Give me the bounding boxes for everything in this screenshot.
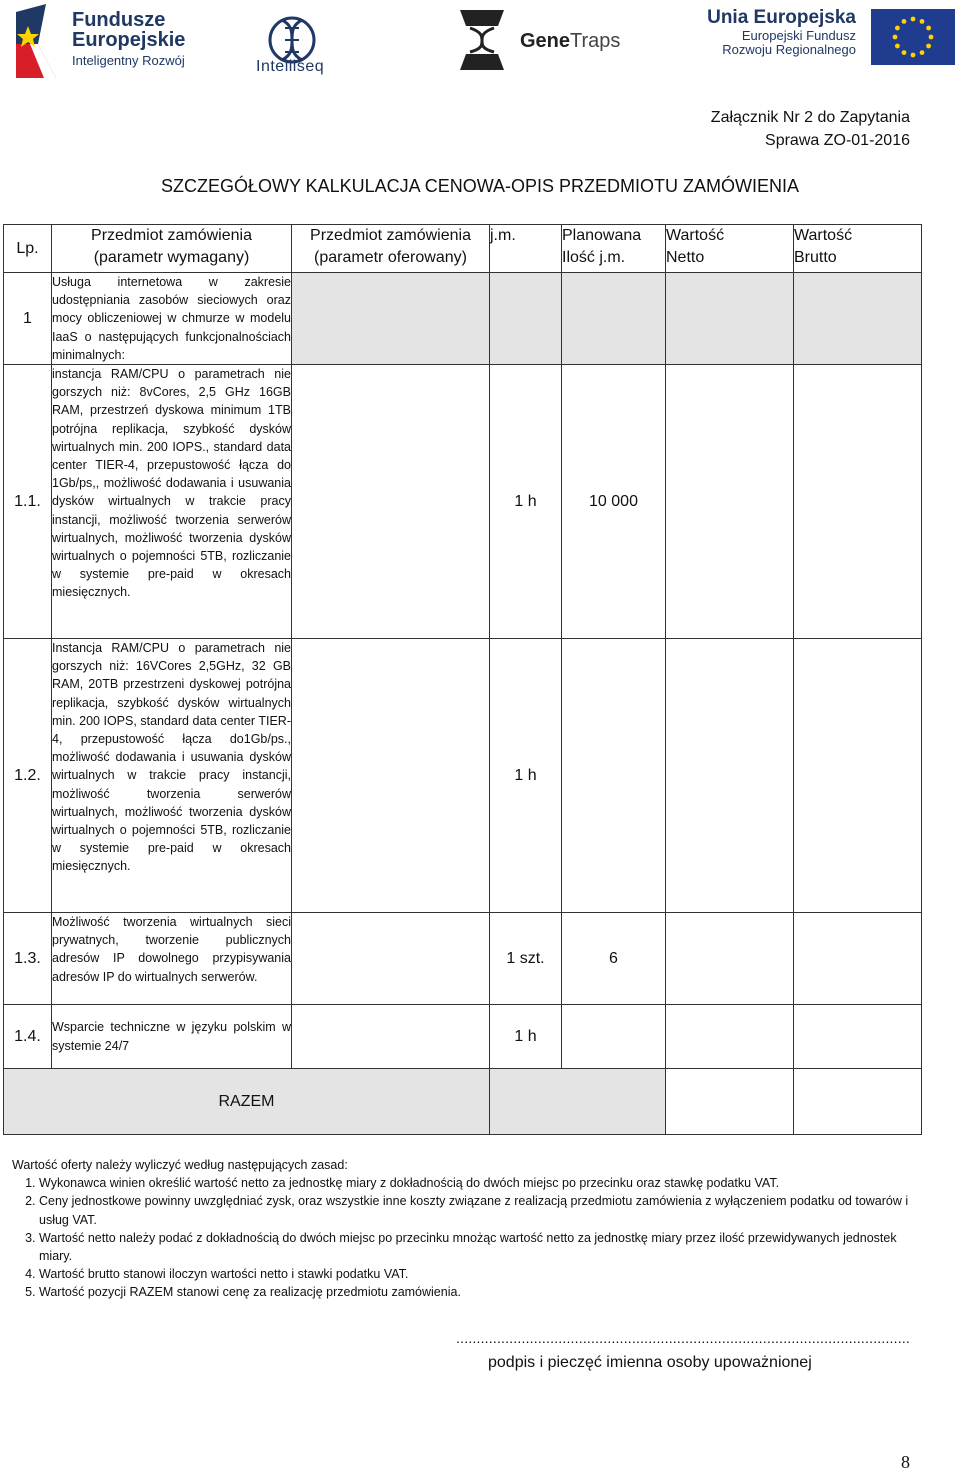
eu-star-icon <box>920 50 925 55</box>
row-lp: 1.2. <box>4 639 52 913</box>
document-title: SZCZEGÓŁOWY KALKULACJA CENOWA-OPIS PRZEDMIOTU ZAMÓWIENIA <box>160 176 800 196</box>
header-quantity-line1: Planowana <box>562 227 642 244</box>
row-gross-cell[interactable] <box>794 1005 922 1069</box>
table-header-row <box>4 225 922 273</box>
header-net-line1: Wartość <box>666 227 725 244</box>
total-label: RAZEM <box>4 1069 490 1135</box>
eu-star-icon <box>895 44 900 49</box>
eu-star-icon <box>895 26 900 31</box>
eu-star-icon <box>911 17 916 22</box>
total-row <box>4 1069 922 1135</box>
signature-label: podpis i pieczęć imienna osoby upoważnionej <box>488 1354 812 1371</box>
row-gross-cell <box>794 273 922 365</box>
header-net-value <box>666 225 794 273</box>
eu-star-icon <box>911 53 916 58</box>
row-gross-cell[interactable] <box>794 913 922 1005</box>
row-jm <box>490 273 562 365</box>
row-jm: 1 szt. <box>490 913 562 1005</box>
row-jm: 1 h <box>490 639 562 913</box>
row-description: Usługa internetowa w zakresie udostępniania zasobów sieciowych oraz mocy obliczeniowej w chmurze w modelu IaaS o następujących funkcjonalnościach minimalnych: <box>52 273 292 365</box>
pricing-rules <box>12 1156 912 1302</box>
row-lp: 1 <box>4 273 52 365</box>
header-required-line1: Przedmiot zamówienia <box>91 227 252 244</box>
rules-list <box>12 1174 912 1301</box>
eu-star-icon <box>929 35 934 40</box>
ue-subtitle-1: Europejski Fundusz <box>741 27 856 43</box>
row-net-cell[interactable] <box>666 639 794 913</box>
logo-bar <box>0 0 960 90</box>
rule-item: 2. Ceny jednostkowe powinny uwzględniać zysk, oraz wszystkie inne koszty związane z realizacją przedmiotu zamówienia z wyłączeniem podatku od towarów i usług VAT. <box>39 1192 912 1228</box>
annex-reference <box>711 106 910 152</box>
eu-star-icon <box>920 19 925 24</box>
row-net-cell[interactable] <box>666 365 794 639</box>
row-description: Wsparcie techniczne w języku polskim w systemie 24/7 <box>52 1005 292 1069</box>
row-offered-cell[interactable] <box>292 1005 490 1069</box>
rule-item: 5. Wartość pozycji RAZEM stanowi cenę za realizację przedmiotu zamówienia. <box>39 1283 912 1301</box>
row-description: Instancja RAM/CPU o parametrach nie gorszych niż: 16VCores 2,5GHz, 32 GB RAM, 20TB przestrzeni dyskowej potrójna replikacja, szybkość dysków wirtualnych min. 200 IOPS, standard data center TIER-4, przepustowość łącza do1Gb/ps., możliwość dodawania i usuwania dysków wirtualnych w trakcie pracy instancji, możliwość tworzenia serwerów wirtualnych, możliwość tworzenia dysków wirtualnych o pojemności 5TB, rozliczanie w systemie pre-paid w okresach miesięcznych. <box>52 639 292 913</box>
header-offered-line1: Przedmiot zamówienia <box>310 227 471 244</box>
table-row <box>4 913 922 1005</box>
row-net-cell[interactable] <box>666 1005 794 1069</box>
price-calculation-table <box>3 224 922 1135</box>
row-offered-cell <box>292 273 490 365</box>
row-lp: 1.1. <box>4 365 52 639</box>
table-row <box>4 1005 922 1069</box>
dna-trap-icon <box>454 4 510 76</box>
header-net-line2: Netto <box>666 249 705 266</box>
rule-item: 4. Wartość brutto stanowi iloczyn wartości netto i stawki podatku VAT. <box>39 1265 912 1283</box>
row-jm: 1 h <box>490 1005 562 1069</box>
total-shaded-cell <box>490 1069 666 1135</box>
eu-star-icon <box>926 44 931 49</box>
header-gross-value <box>794 225 922 273</box>
eu-star-icon <box>902 50 907 55</box>
header-required-line2: (parametr wymagany) <box>93 249 250 266</box>
header-offered <box>292 225 490 273</box>
annex-line-1: Załącznik Nr 2 do Zapytania <box>710 109 910 126</box>
row-offered-cell[interactable] <box>292 365 490 639</box>
header-gross-line1: Wartość <box>794 227 853 244</box>
ue-subtitle-2: Rozwoju Regionalnego <box>722 42 856 58</box>
total-gross-cell[interactable] <box>794 1069 922 1135</box>
row-net-cell[interactable] <box>666 913 794 1005</box>
table-row <box>4 273 922 365</box>
fe-title: Fundusze Europejskie <box>72 9 186 51</box>
row-description: instancja RAM/CPU o parametrach nie gorszych niż: 8vCores, 2,5 GHz 16GB RAM, przestrzeń dyskowa minimum 1TB potrójna replikacja, szybkość dysków wirtualnych min. 200 IOPS., standard data center TIER-4, przepustowość łącza do 1Gb/ps,, możliwość dodawania i usuwania dysków wirtualnych w trakcie pracy instancji, możliwość tworzenia serwerów wirtualnych, możliwość tworzenia dysków wirtualnych o pojemności 5TB, rozliczanie w systemie pre-paid w okresach miesięcznych. <box>52 365 292 639</box>
fe-flag-icon <box>16 4 56 78</box>
table-row <box>4 639 922 913</box>
total-net-cell[interactable] <box>666 1069 794 1135</box>
ue-title: Unia Europejska <box>707 7 856 28</box>
row-description: Możliwość tworzenia wirtualnych sieci prywatnych, tworzenie publicznych adresów IP dowolnego przypisywania adresów IP do wirtualnych serwerów. <box>52 913 292 1005</box>
row-lp: 1.3. <box>4 913 52 1005</box>
intelliseq-name: Intelliseq <box>256 58 325 75</box>
row-quantity <box>562 273 666 365</box>
header-jm-text: j.m. <box>490 227 516 244</box>
genetraps-name-part2: Traps <box>570 30 621 52</box>
row-jm: 1 h <box>490 365 562 639</box>
row-quantity <box>562 639 666 913</box>
eu-flag-icon <box>871 9 955 65</box>
header-offered-line2: (parametr oferowany) <box>314 249 467 266</box>
row-lp: 1.4. <box>4 1005 52 1069</box>
rule-item: 1. Wykonawca winien określić wartość netto za jednostkę miary z dokładnością do dwóch miejsc po przecinku oraz stawkę podatku VAT. <box>39 1174 912 1192</box>
header-quantity <box>562 225 666 273</box>
page-number: 8 <box>901 1452 910 1472</box>
row-gross-cell[interactable] <box>794 639 922 913</box>
eu-star-icon <box>893 35 898 40</box>
row-quantity <box>562 1005 666 1069</box>
fe-subtitle: Inteligentny Rozwój <box>72 53 185 68</box>
row-offered-cell[interactable] <box>292 639 490 913</box>
rules-intro: Wartość oferty należy wyliczyć według następujących zasad: <box>12 1158 348 1172</box>
header-gross-line2: Brutto <box>794 249 837 266</box>
row-quantity: 6 <box>562 913 666 1005</box>
signature-line: ............................................................................................................... <box>456 1330 910 1346</box>
annex-line-2: Sprawa ZO-01-2016 <box>765 132 910 149</box>
table-row <box>4 365 922 639</box>
genetraps-name-part1: Gene <box>520 30 571 52</box>
row-quantity: 10 000 <box>562 365 666 639</box>
header-quantity-line2: Ilość j.m. <box>562 249 626 266</box>
header-jm <box>490 225 562 273</box>
header-required <box>52 225 292 273</box>
rule-item: 3. Wartość netto należy podać z dokładnością do dwóch miejsc po przecinku mnożąc wartość netto za jednostkę miary przez ilość przewidywanych jednostek miary. <box>39 1229 912 1265</box>
row-net-cell <box>666 273 794 365</box>
eu-star-icon <box>902 19 907 24</box>
row-offered-cell[interactable] <box>292 913 490 1005</box>
header-lp: Lp. <box>4 225 52 273</box>
eu-star-icon <box>926 26 931 31</box>
row-gross-cell[interactable] <box>794 365 922 639</box>
